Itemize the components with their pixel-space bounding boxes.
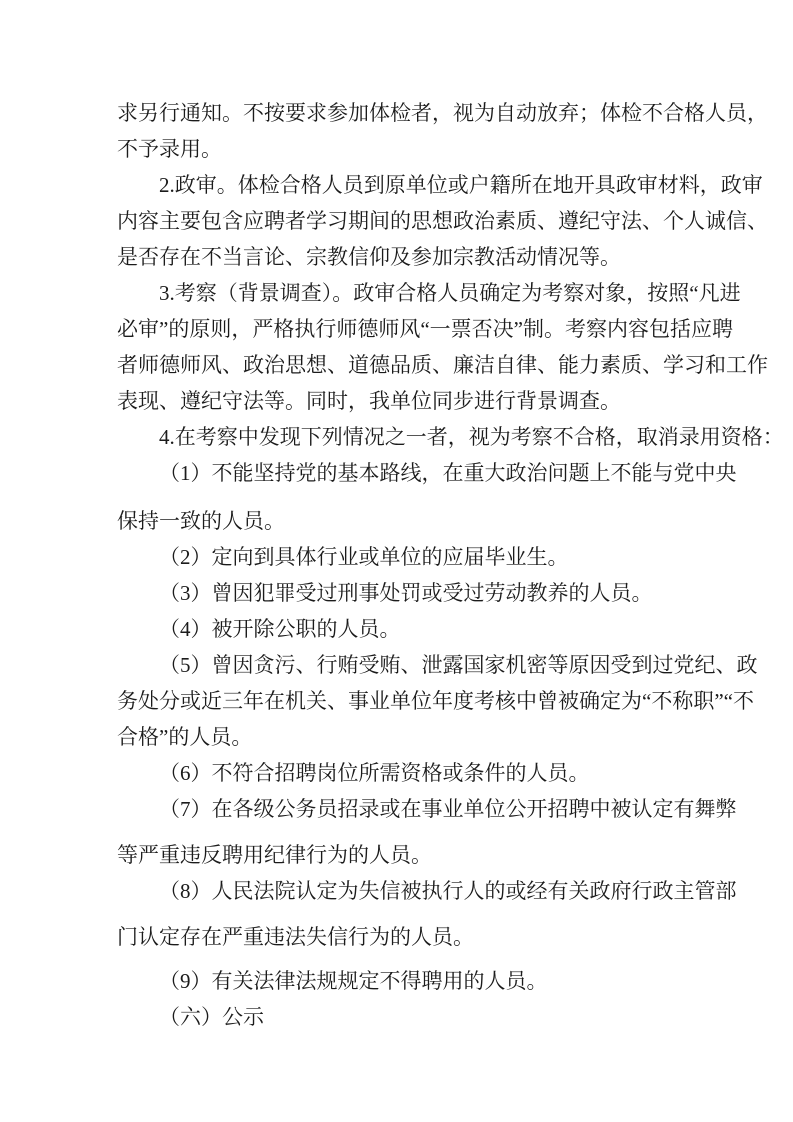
document-line: （1）不能坚持党的基本路线，在重大政治问题上不能与党中央 [159,461,737,485]
document-line: （6）不符合招聘岗位所需资格或条件的人员。 [159,761,590,785]
document-line: （六）公示 [159,1005,264,1029]
document-line: （7）在各级公务员招录或在事业单位公开招聘中被认定有舞弊 [159,797,737,821]
document-line: （2）定向到具体行业或单位的应届毕业生。 [159,545,569,569]
document-line: 务处分或近三年在机关、事业单位年度考核中曾被确定为“不称职”“不 [117,689,754,713]
document-line: 是否存在不当言论、宗教信仰及参加宗教活动情况等。 [117,245,621,269]
document-line: 3.考察（背景调查）。政审合格人员确定为考察对象，按照“凡进 [159,281,741,305]
document-line: 不予录用。 [117,137,222,161]
document-line: 保持一致的人员。 [117,509,285,533]
document-line: 求另行通知。不按要求参加体检者，视为自动放弃；体检不合格人员， [117,101,768,125]
document-line: 者师德师风、政治思想、道德品质、廉洁自律、能力素质、学习和工作 [117,353,768,377]
document-line: （8）人民法院认定为失信被执行人的或经有关政府行政主管部 [159,879,737,903]
document-line: 4.在考察中发现下列情况之一者，视为考察不合格，取消录用资格： [159,425,784,449]
document-body [117,95,784,1035]
document-line: 门认定存在严重违法失信行为的人员。 [117,925,474,949]
document-line: 表现、遵纪守法等。同时，我单位同步进行背景调查。 [117,389,621,413]
document-line: （3）曾因犯罪受过刑事处罚或受过劳动教养的人员。 [159,581,653,605]
document-line: （9）有关法律法规规定不得聘用的人员。 [159,969,548,993]
document-line: （4）被开除公职的人员。 [159,617,401,641]
document-line: 内容主要包含应聘者学习期间的思想政治素质、遵纪守法、个人诚信、 [117,209,768,233]
document-line: 等严重违反聘用纪律行为的人员。 [117,843,432,867]
document-line: 2.政审。体检合格人员到原单位或户籍所在地开具政审材料，政审 [159,173,763,197]
document-line: 必审”的原则，严格执行师德师风“一票否决”制。考察内容包括应聘 [117,317,733,341]
document-line: 合格”的人员。 [117,725,253,749]
document-line: （5）曾因贪污、行贿受贿、泄露国家机密等原因受到过党纪、政 [159,653,758,677]
